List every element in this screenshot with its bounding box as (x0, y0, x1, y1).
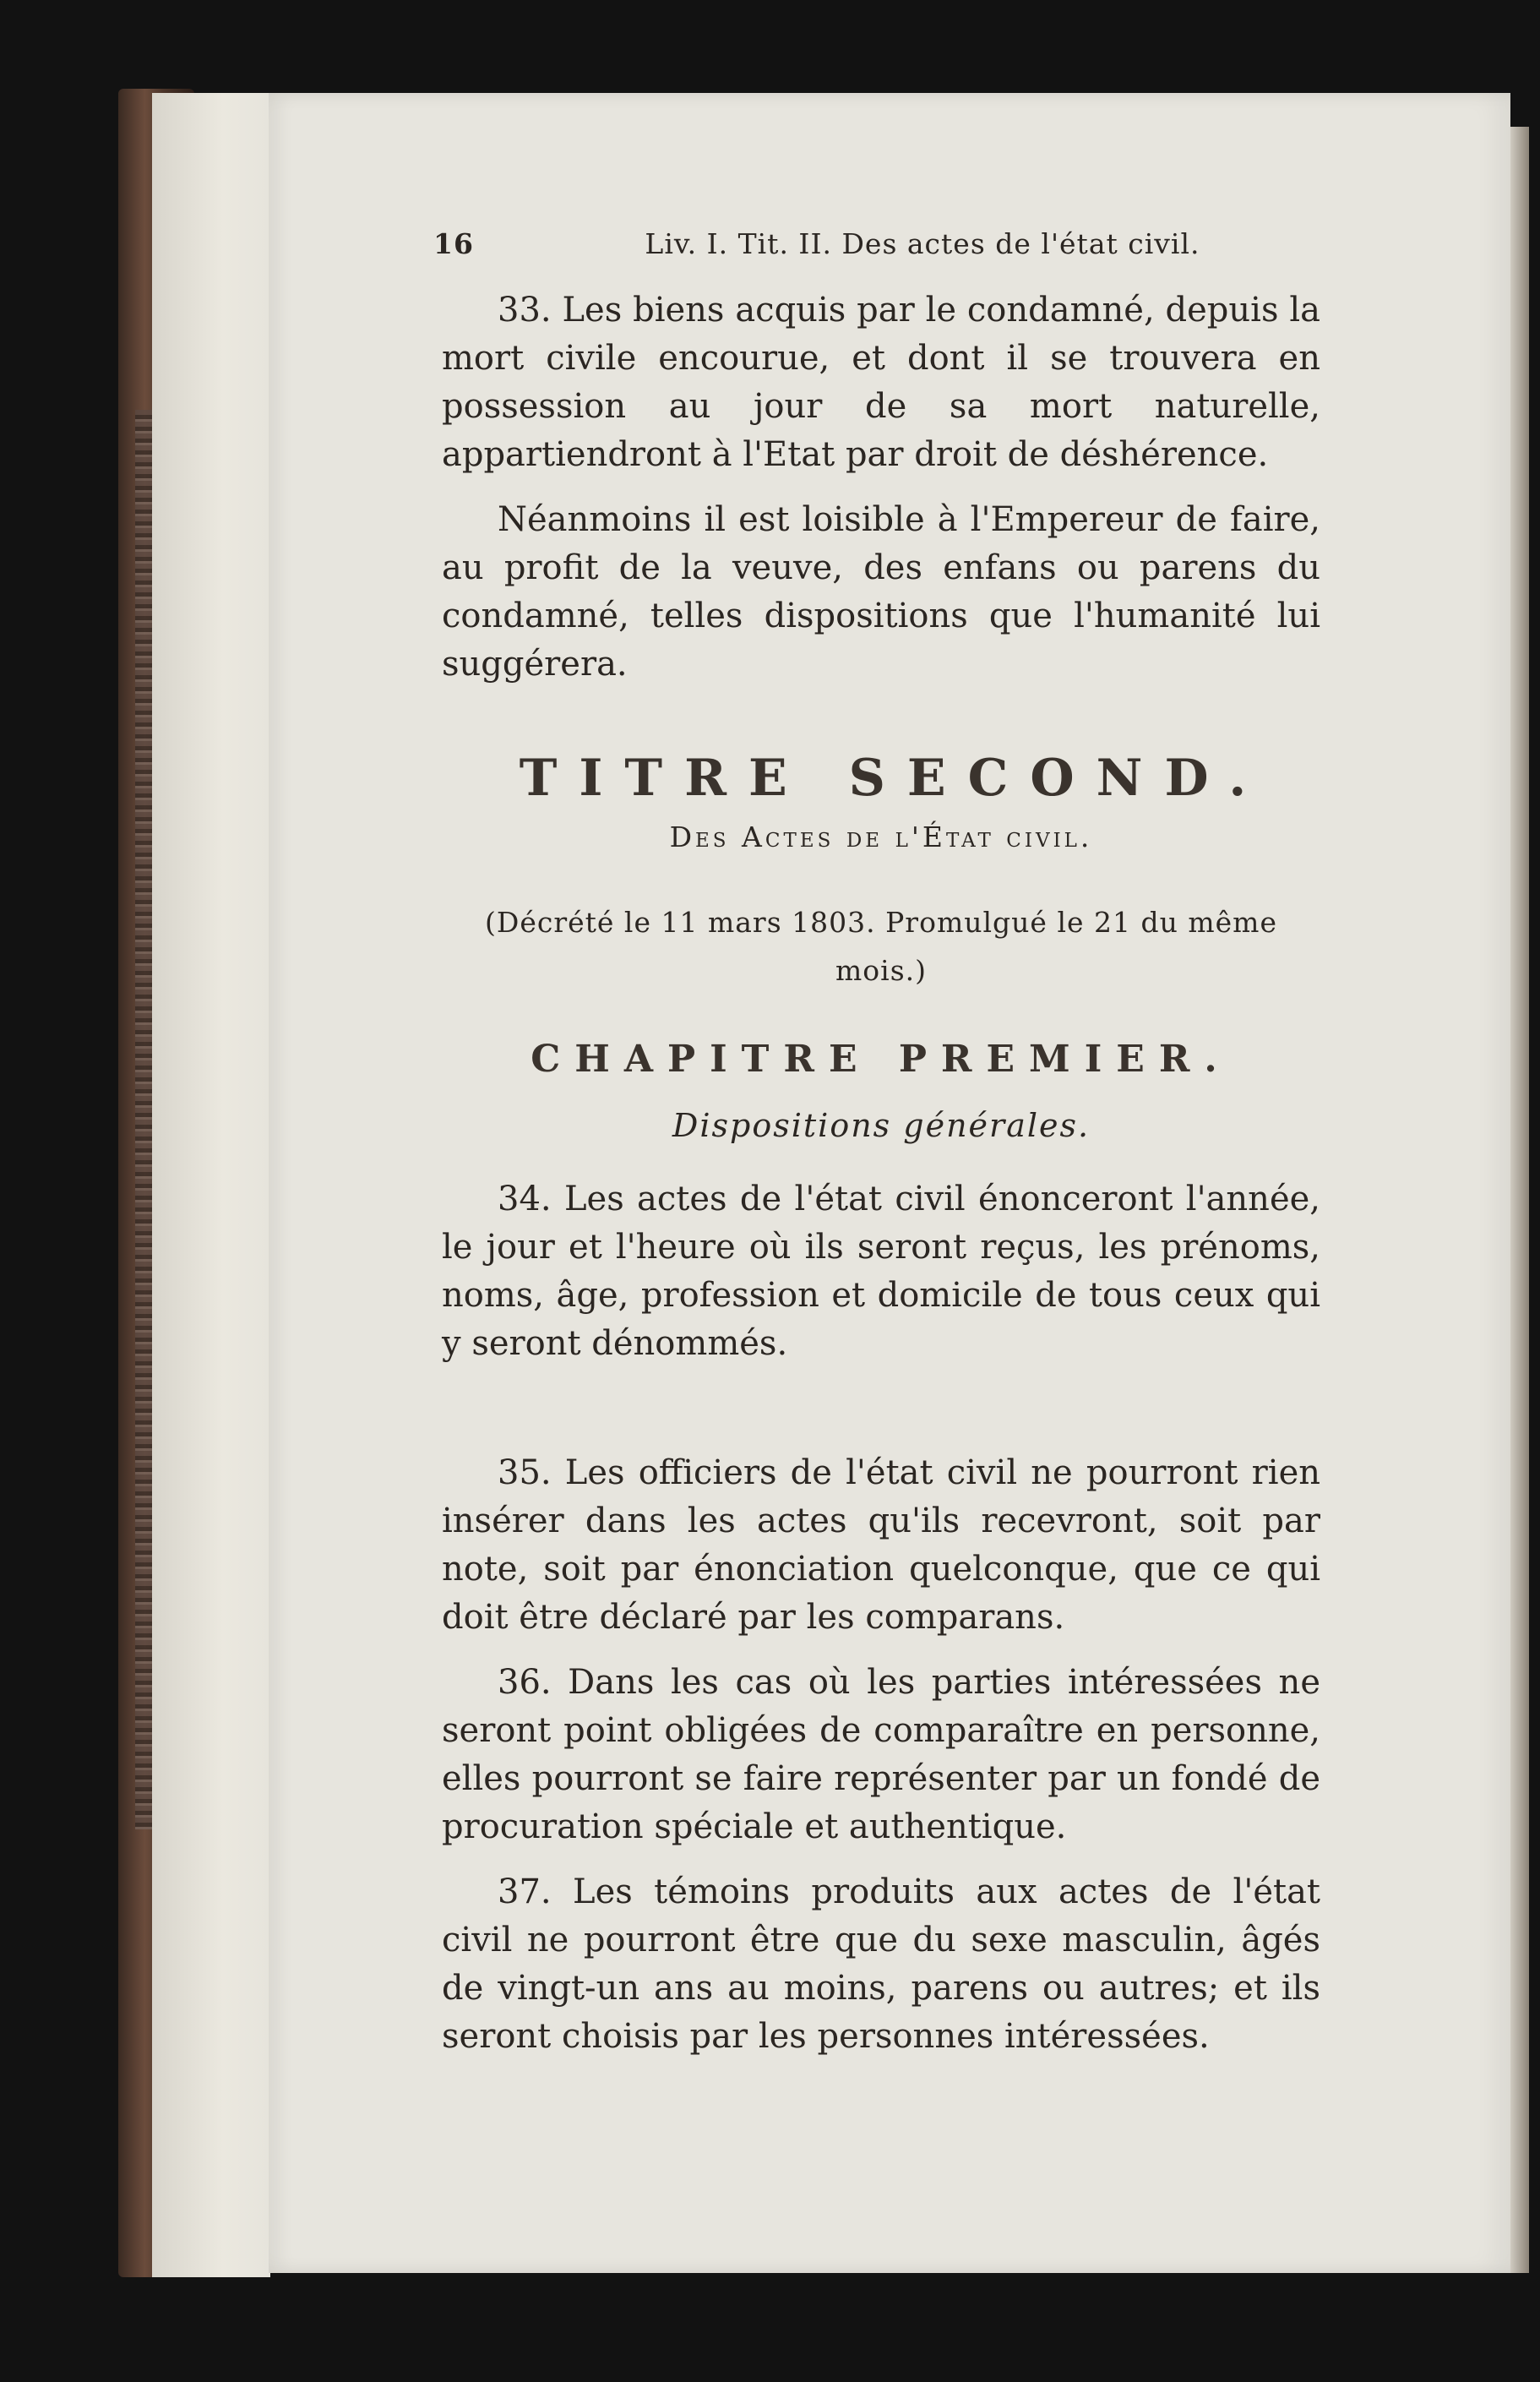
decree-note: (Décrété le 11 mars 1803. Promulgué le 21 du même mois.) (484, 906, 1278, 987)
article-33-continuation: Néanmoins il est loisible à l'Empereur de faire, au profit de la veuve, des enfans ou parens du condamné, telles dispositions que l'humanité lui suggérera. (442, 500, 1320, 684)
page-number: 16 (433, 227, 474, 260)
article-35: 35. Les officiers de l'état civil ne pourront rien insérer dans les actes qu'ils recevront, soit par note, soit par énonciation quelconque, que ce qui doit être déclaré par les comparans. (442, 1453, 1320, 1637)
title-subtitle: Des Actes de l'État civil. (669, 820, 1093, 853)
article-33: 33. Les biens acquis par le condamné, depuis la mort civile encourue, et dont il se trouvera en possession au jour de sa mort naturelle, appartiendront à l'Etat par droit de déshérence. (442, 291, 1320, 474)
page-edge-left (152, 93, 270, 2277)
text-block (433, 220, 1320, 2061)
running-head (433, 220, 1320, 268)
page-edge-right (1510, 127, 1529, 2273)
article-36: 36. Dans les cas où les parties intéressées ne seront point obligées de comparaître en personne, elles pourront se faire représenter par un fondé de procuration spéciale et authentique. (442, 1663, 1320, 1846)
article-37: 37. Les témoins produits aux actes de l'état civil ne pourront être que du sexe masculin, âgés de vingt-un ans au moins, parens ou autres; et ils seront choisis par les personnes intéressées. (442, 1872, 1320, 2056)
running-title: Liv. I. Tit. II. Des actes de l'état civil. (645, 227, 1200, 260)
article-34: 34. Les actes de l'état civil énonceront l'année, le jour et l'heure où ils seront reçus, les prénoms, noms, âge, profession et domicile de tous ceux qui y seront dénommés. (442, 1180, 1320, 1363)
title-heading: TITRE SECOND. (519, 749, 1269, 808)
chapter-subtitle: Dispositions générales. (672, 1107, 1091, 1144)
book-page (269, 93, 1510, 2273)
chapter-heading: CHAPITRE PREMIER. (531, 1038, 1232, 1081)
